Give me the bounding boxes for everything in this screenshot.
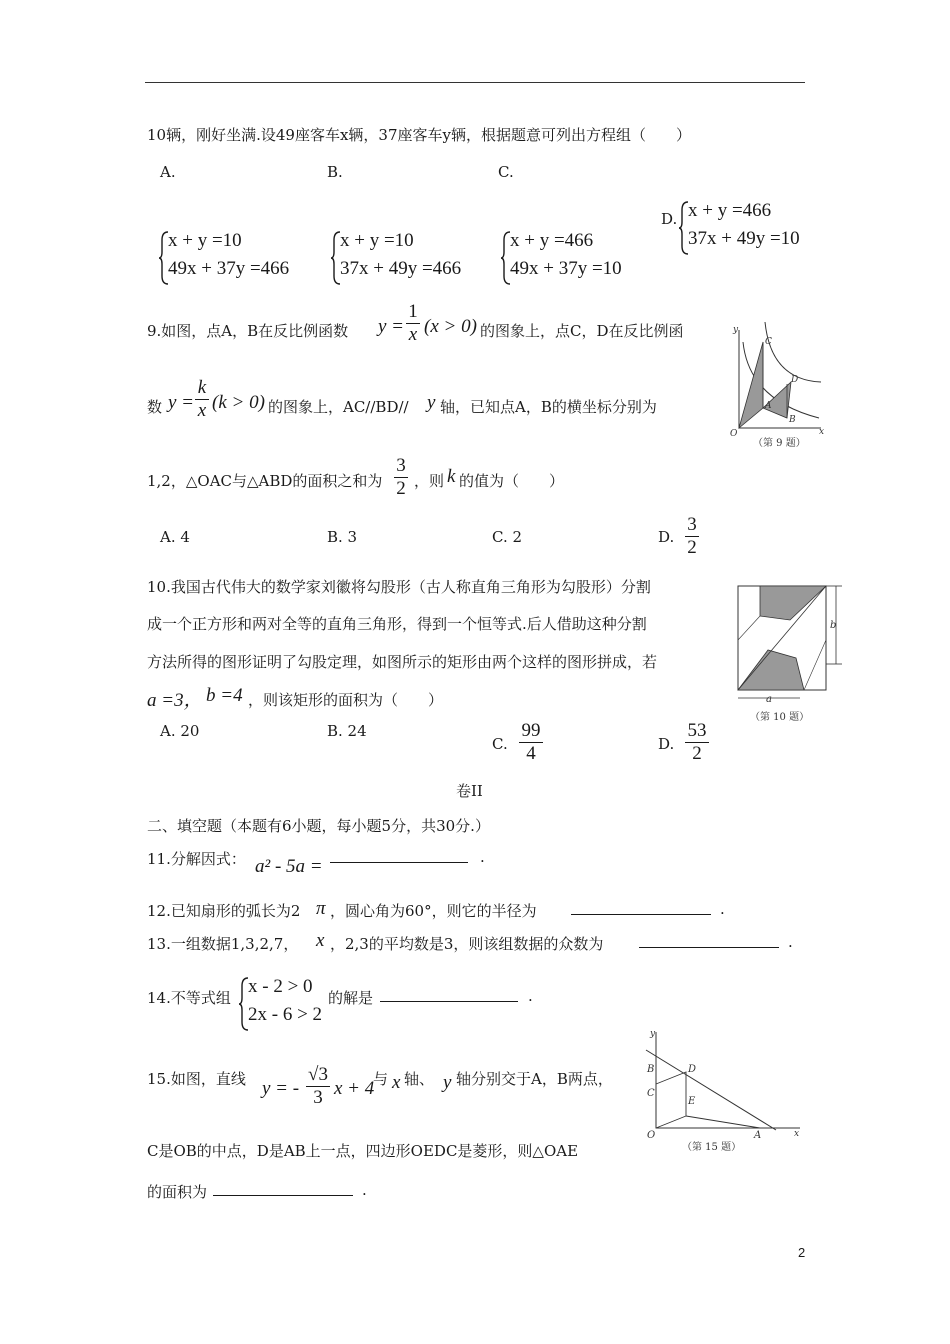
q9-func1-frac: 1 x — [405, 301, 421, 346]
q8-b-eq2: 37x + 49y =466 — [340, 258, 462, 279]
q9-option-d: D. — [658, 528, 675, 546]
q10-line4-c: ，则该矩形的面积为（ ） — [248, 691, 444, 709]
q8-d-eq1: x + y =466 — [688, 200, 772, 221]
q9-line3-frac: 3 2 — [393, 455, 409, 500]
q9-option-b: B. 3 — [327, 528, 358, 546]
q9-fig-caption: （第 9 题） — [753, 438, 806, 449]
q10-line4-a: a =3， — [147, 690, 203, 711]
q8-system-a — [158, 230, 308, 286]
q9-fig-label-a: A — [765, 401, 772, 411]
q9-line3-c: 的值为（ ） — [459, 472, 565, 490]
q10-line4-b: b =4 — [206, 685, 243, 706]
q9-line3-k: k — [447, 466, 456, 487]
q10-line1: 10.我国古代伟大的数学家刘徽将勾股形（古人称直角三角形为勾股形）分割 — [147, 578, 651, 596]
q9-fig-label-b: B — [789, 415, 796, 425]
section-title: 卷II — [456, 782, 483, 800]
q10-fig-label-b: b — [830, 620, 837, 631]
q9-line1-b: 的图象上，点C，D在反比例函 — [480, 322, 684, 340]
q9-fig-label-c: C — [765, 337, 772, 347]
q9-fig-label-y: y — [733, 325, 739, 335]
q15-text-d: 轴分别交于A，B两点， — [456, 1070, 613, 1088]
q9-line3-b: ，则 — [414, 472, 445, 490]
q9-line2-c: 轴，已知点A，B的横坐标分别为 — [440, 398, 657, 416]
q12-text-a: 12.已知扇形的弧长为2 — [147, 902, 301, 920]
q8-system-c — [500, 230, 650, 286]
q15-fig-label-a: A — [754, 1130, 762, 1141]
q9-option-d-frac: 3 2 — [684, 514, 700, 559]
q15-text-a: 15.如图，直线 — [147, 1070, 246, 1088]
q15-frac: √3 3 — [305, 1064, 331, 1109]
q14-ineq1: x - 2 > 0 — [248, 976, 313, 997]
q15-fig-label-o: O — [647, 1130, 656, 1141]
q10-option-c: C. — [492, 735, 508, 753]
q15-fig-caption: （第 15 题） — [682, 1142, 742, 1153]
q8-d-eq2: 37x + 49y =10 — [688, 228, 800, 249]
q14-end: . — [528, 987, 533, 1005]
q13-end: . — [788, 933, 793, 951]
q9-option-a: A. 4 — [160, 528, 190, 546]
q10-option-d: D. — [658, 735, 675, 753]
q14-system — [238, 976, 338, 1032]
q15-line2: C是OB的中点，D是AB上一点，四边形OEDC是菱形，则△OAE — [147, 1142, 579, 1160]
q9-option-c: C. 2 — [492, 528, 523, 546]
q11-answer-blank[interactable] — [330, 848, 468, 867]
q15-fig-label-d: D — [688, 1064, 697, 1075]
q9-line1-a: 9.如图，点A，B在反比例函数 — [147, 322, 349, 340]
q8-system-d — [678, 200, 828, 256]
q11-end: . — [480, 848, 485, 866]
q11-text: 11.分解因式： — [147, 850, 246, 868]
q12-text-b: ，圆心角为60°，则它的半径为 — [330, 902, 537, 920]
q8-stem: 10辆，刚好坐满.设49座客车x辆，37座客车y辆，根据题意可列出方程组（ ） — [147, 126, 691, 144]
q15-text-b: 与 — [373, 1070, 389, 1088]
q10-fig-label-a: a — [766, 694, 772, 705]
q15-fig-label-b: B — [647, 1064, 655, 1075]
q10-line3: 方法所得的图形证明了勾股定理，如图所示的矩形由两个这样的图形拼成，若 — [147, 653, 658, 671]
q8-system-b — [330, 230, 480, 286]
header-rule — [145, 82, 805, 83]
q15-fig-label-y: y — [650, 1029, 656, 1039]
q9-func2-frac: k x — [194, 377, 210, 422]
q15-figure — [642, 1028, 807, 1158]
q15-end: . — [362, 1181, 367, 1199]
q13-text-a: 13.一组数据1,3,2,7， — [147, 935, 299, 953]
q10-fig-caption: （第 10 题） — [750, 712, 810, 723]
page-number: 2 — [798, 1245, 806, 1260]
q9-func1-cond: (x > 0) — [424, 316, 477, 337]
q15-text-c: 轴、 — [404, 1070, 435, 1088]
q9-func2-y: y = — [168, 392, 195, 413]
q8-a-eq1: x + y =10 — [168, 230, 242, 251]
q9-line2-y: y — [427, 392, 436, 413]
q9-line2-b: 的图象上，AC//BD// — [268, 398, 409, 416]
q9-line3-a: 1,2，△OAC与△ABD的面积之和为 — [147, 472, 383, 490]
q15-answer-blank[interactable] — [213, 1181, 353, 1200]
q15-fig-label-x: x — [794, 1129, 800, 1139]
q8-label-a: A. — [160, 163, 176, 181]
q8-c-eq2: 49x + 37y =10 — [510, 258, 622, 279]
q9-fig-label-o: O — [730, 429, 738, 439]
q10-option-c-frac: 99 4 — [518, 720, 544, 765]
q15-fig-label-c: C — [647, 1088, 655, 1099]
q8-c-eq1: x + y =466 — [510, 230, 594, 251]
q12-end: . — [720, 900, 725, 918]
q15-y-eq: y = - — [262, 1078, 300, 1099]
q8-a-eq2: 49x + 37y =466 — [168, 258, 290, 279]
q11-expr: a² - 5a = — [255, 856, 323, 877]
q8-b-eq1: x + y =10 — [340, 230, 414, 251]
q14-ineq2: 2x - 6 > 2 — [248, 1004, 323, 1025]
q12-pi: π — [316, 898, 326, 919]
q12-answer-blank[interactable] — [571, 900, 711, 919]
q10-option-b: B. 24 — [327, 722, 367, 740]
q9-func2-cond: (k > 0) — [212, 392, 265, 413]
q13-answer-blank[interactable] — [639, 933, 779, 952]
q9-line2-a: 数 — [147, 398, 163, 416]
q10-figure — [730, 580, 850, 725]
q9-fig-label-d: D — [791, 375, 799, 385]
q14-answer-blank[interactable] — [380, 987, 518, 1006]
q9-func1-y: y = — [378, 316, 405, 337]
q8-label-c: C. — [498, 163, 514, 181]
section-heading: 二、填空题（本题有6小题，每小题5分，共30分.） — [147, 817, 490, 835]
q15-y: y — [443, 1072, 452, 1093]
q14-text-b: 的解是 — [328, 989, 374, 1007]
q13-text-b: ，2,3的平均数是3，则该组数据的众数为 — [330, 935, 604, 953]
q13-x: x — [316, 930, 325, 951]
q10-line2: 成一个正方形和两对全等的直角三角形，得到一个恒等式.后人借助这种分割 — [147, 615, 647, 633]
q9-figure — [725, 320, 825, 450]
q15-fig-label-e: E — [688, 1096, 696, 1107]
q15-tail: x + 4 — [334, 1078, 375, 1099]
q15-x: x — [392, 1072, 401, 1093]
q10-option-d-frac: 53 2 — [684, 720, 710, 765]
q8-label-d: D. — [661, 210, 678, 228]
q8-label-b: B. — [327, 163, 343, 181]
q15-line3: 的面积为 — [147, 1183, 208, 1201]
q10-option-a: A. 20 — [160, 722, 200, 740]
q14-text-a: 14.不等式组 — [147, 989, 231, 1007]
q9-fig-label-x: x — [819, 427, 825, 437]
